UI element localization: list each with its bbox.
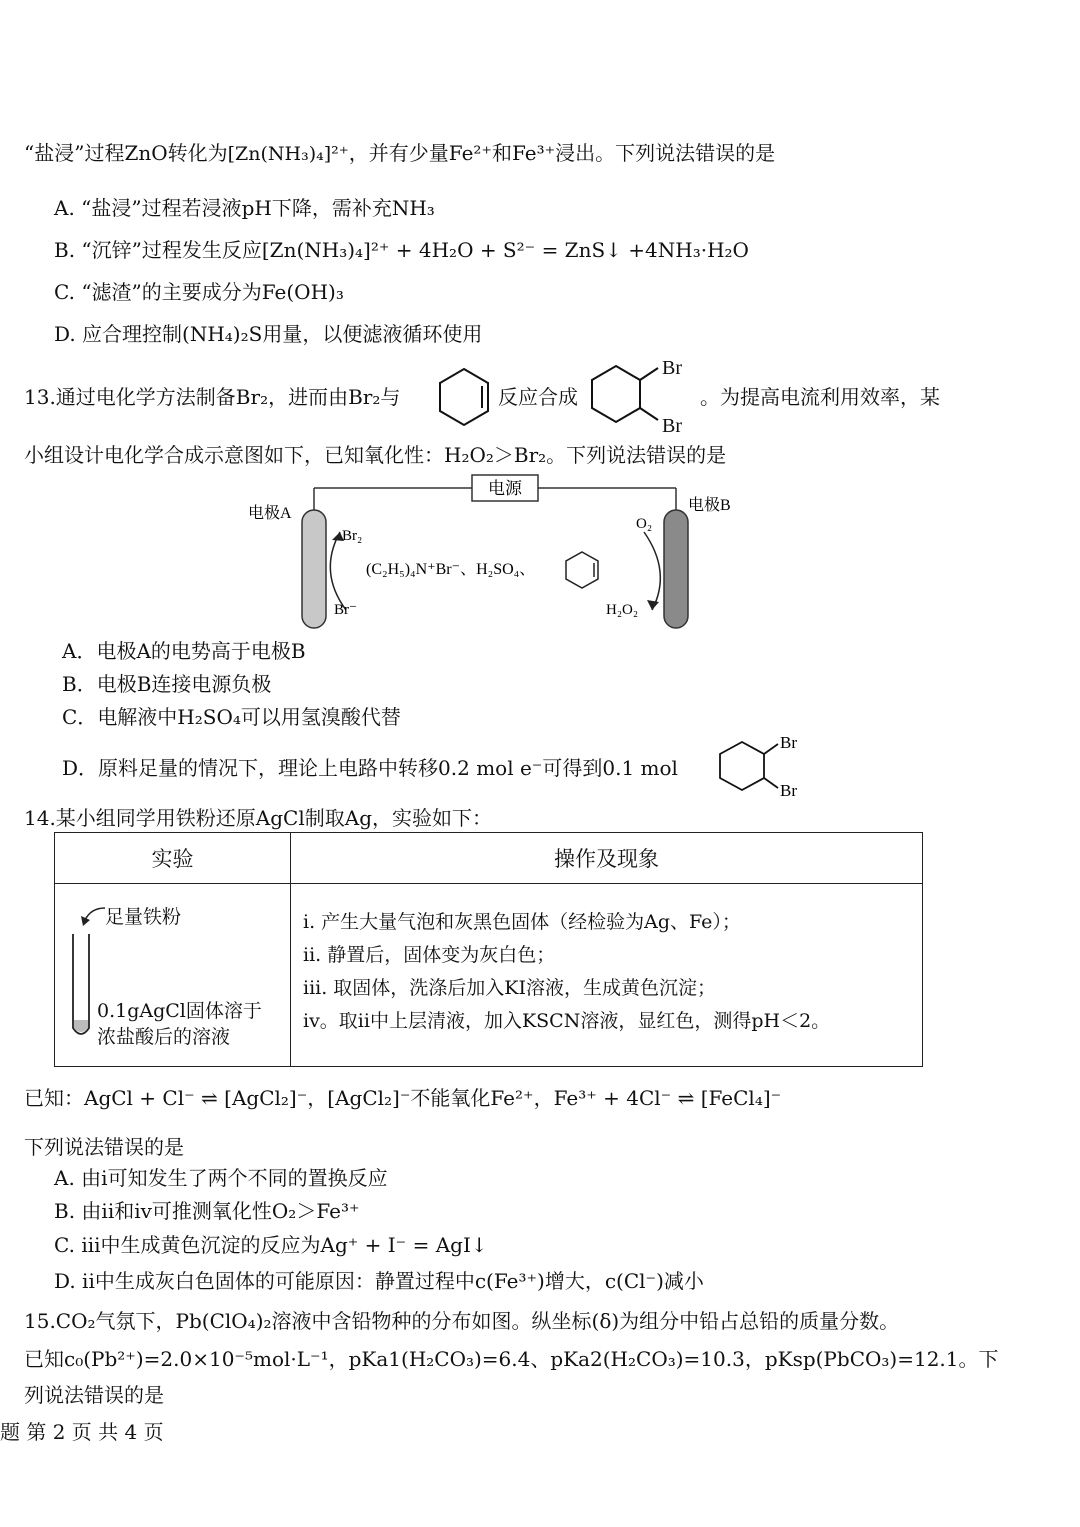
electrolyte-label: (C₂H₅)₄N⁺Br⁻、H₂SO₄、 bbox=[366, 561, 536, 578]
br-label-small-bottom: Br bbox=[780, 781, 797, 800]
q13-stem-d: 小组设计电化学合成示意图如下，已知氧化性：H₂O₂＞Br₂。下列说法错误的是 bbox=[24, 443, 727, 467]
br-label-bottom: Br bbox=[662, 415, 682, 436]
page-footer: 题 第 2 页 共 4 页 bbox=[0, 1420, 164, 1444]
experiment-cell bbox=[55, 884, 291, 1067]
arrow-o2-reduction bbox=[644, 532, 660, 610]
br-label-top: Br bbox=[662, 357, 682, 379]
experiment-table bbox=[54, 832, 923, 1067]
q14-stem: 14.某小组同学用铁粉还原AgCl制取Ag，实验如下： bbox=[24, 806, 492, 830]
q15-line-2: 已知c₀(Pb²⁺)=2.0×10⁻⁵mol·L⁻¹，pKa1(H₂CO₃)=6.4、pKa2(H₂CO₃)=10.3，pKsp(PbCO₃)=12.1。下 bbox=[24, 1347, 999, 1371]
solution bbox=[74, 1020, 88, 1032]
electrode-a bbox=[302, 510, 326, 628]
electrolysis-diagram bbox=[240, 470, 760, 635]
tube-top-label: 足量铁粉 bbox=[105, 906, 182, 928]
br-label-small-top: Br bbox=[780, 733, 797, 752]
cyclohexene-small bbox=[566, 552, 598, 588]
electrode-a-label: 电极A bbox=[248, 505, 292, 522]
observation-3: iii. 取固体，洗涤后加入KI溶液，生成黄色沉淀； bbox=[303, 977, 717, 999]
q13-option-a: A．电极A的电势高于电极B bbox=[62, 639, 306, 663]
o2-label: O₂ bbox=[636, 516, 653, 532]
q14-option-a: A. 由i可知发生了两个不同的置换反应 bbox=[54, 1166, 388, 1190]
tube-bottom-label-1: 0.1gAgCl固体溶于 bbox=[97, 1000, 262, 1022]
br2-label: Br₂ bbox=[342, 528, 363, 544]
q13-option-b: B．电极B连接电源负极 bbox=[62, 672, 272, 696]
q14-option-b: B. 由ii和iv可推测氧化性O₂＞Fe³⁺ bbox=[54, 1199, 360, 1223]
q13-option-c: C．电解液中H₂SO₄可以用氢溴酸代替 bbox=[62, 705, 401, 729]
q13-option-d: D．原料足量的情况下，理论上电路中转移0.2 mol e⁻可得到0.1 mol bbox=[62, 756, 678, 780]
observation-4: iv。取ii中上层清液，加入KSCN溶液，显红色，测得pH＜2。 bbox=[303, 1010, 831, 1032]
q13-stem-b: 反应合成 bbox=[498, 385, 578, 409]
q15-line-1: 15.CO₂气氛下，Pb(ClO₄)₂溶液中含铅物种的分布如图。纵坐标(δ)为组分中铅占总铅的质量分数。 bbox=[24, 1309, 900, 1333]
table-header-experiment: 实验 bbox=[55, 833, 291, 884]
observation-1: i. 产生大量气泡和灰黑色固体（经检验为Ag、Fe）； bbox=[303, 911, 741, 933]
q12-stem: “盐浸”过程ZnO转化为[Zn(NH₃)₄]²⁺，并有少量Fe²⁺和Fe³⁺浸出。下列说法错误的是 bbox=[24, 141, 776, 165]
zn-complex: [Zn(NH₃)₄]²⁺ bbox=[227, 143, 349, 165]
q14-option-c: C. iii中生成黄色沉淀的反应为Ag⁺ + I⁻ = AgI↓ bbox=[54, 1233, 488, 1257]
dibromocyclohexane-structure-small bbox=[712, 732, 812, 802]
table-header-observation: 操作及现象 bbox=[291, 833, 923, 884]
q12-option-a: A. “盐浸”过程若浸液pH下降，需补充NH₃ bbox=[54, 196, 435, 220]
observation-cell bbox=[291, 884, 923, 1067]
cyclohexene-structure bbox=[432, 366, 496, 430]
q14-option-d: D. ii中生成灰白色固体的可能原因：静置过程中c(Fe³⁺)增大，c(Cl⁻)减小 bbox=[54, 1269, 704, 1293]
test-tube bbox=[73, 934, 89, 1034]
q14-prompt: 下列说法错误的是 bbox=[24, 1135, 184, 1159]
h2o2-label: H₂O₂ bbox=[606, 602, 639, 618]
q14-known: 已知：AgCl + Cl⁻ ⇌ [AgCl₂]⁻，[AgCl₂]⁻不能氧化Fe²⁺，Fe³⁺ + 4Cl⁻ ⇌ [FeCl₄]⁻ bbox=[24, 1086, 782, 1110]
dibromocyclohexane-structure bbox=[586, 354, 696, 436]
q12-option-d: D. 应合理控制(NH₄)₂S用量，以便滤液循环使用 bbox=[54, 322, 483, 346]
q12-option-c: C. “滤渣”的主要成分为Fe(OH)₃ bbox=[54, 280, 344, 304]
q13-stem-a: 13.通过电化学方法制备Br₂，进而由Br₂与 bbox=[24, 385, 401, 409]
observation-2: ii. 静置后，固体变为灰白色； bbox=[303, 944, 556, 966]
q15-line-3: 列说法错误的是 bbox=[24, 1383, 164, 1407]
q12-option-b: B. “沉锌”过程发生反应[Zn(NH₃)₄]²⁺ + 4H₂O + S²⁻ = ZnS↓ +4NH₃·H₂O bbox=[54, 238, 749, 262]
electrode-b bbox=[664, 510, 688, 628]
electrode-b-label: 电极B bbox=[688, 497, 731, 514]
tube-bottom-label-2: 浓盐酸后的溶液 bbox=[97, 1026, 231, 1048]
power-label: 电源 bbox=[488, 479, 522, 498]
q13-stem-c: 。为提高电流利用效率，某 bbox=[700, 385, 940, 409]
br-minus-label: Br⁻ bbox=[334, 602, 357, 618]
